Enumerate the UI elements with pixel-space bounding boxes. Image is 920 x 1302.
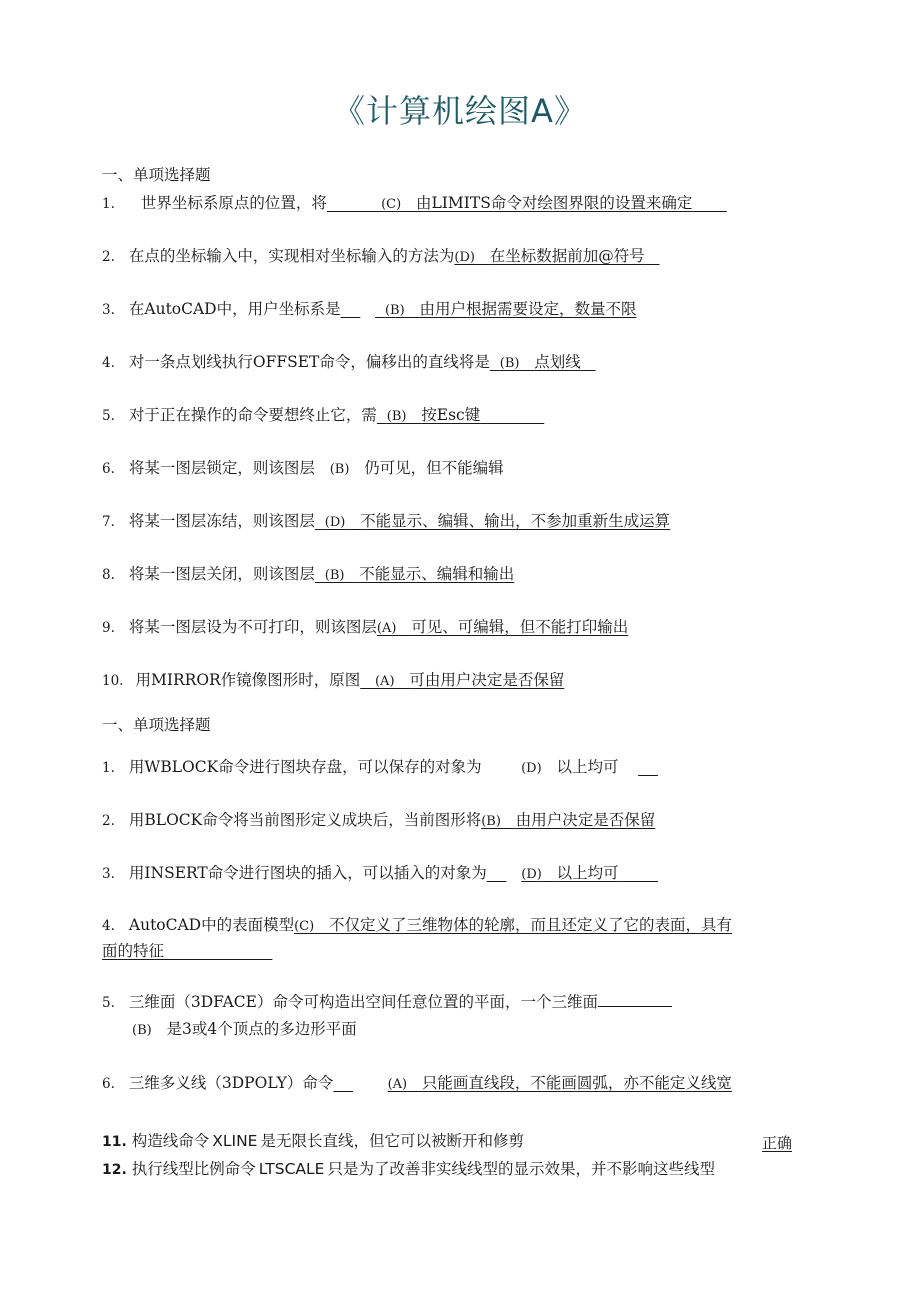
question-row [102, 990, 672, 1014]
answer-text: 由用户根据需要设定，数量不限 [419, 300, 637, 318]
question-answer [454, 247, 659, 265]
question-text: 将某一图层设为不可打印，则该图层 [128, 618, 377, 636]
answer-continuation: 面的特征 [102, 942, 165, 960]
answer-option: (B) [132, 1023, 152, 1038]
question-number: 3. [102, 302, 115, 318]
answer-text: 以上均可 [556, 758, 619, 776]
question-answer [377, 406, 544, 424]
question-number: 2. [102, 813, 115, 829]
answer-option: (D) [324, 515, 346, 530]
question-text: 将某一图层冻结，则该图层 [128, 512, 315, 530]
question-number: 6. [102, 461, 115, 477]
question-number: 10. [102, 673, 124, 689]
answer-text: 按Esc键 [421, 406, 481, 424]
question-text: 世界坐标系原点的位置，将 [140, 194, 327, 212]
question-answer [521, 864, 658, 882]
question-number: 8. [102, 567, 115, 583]
question-text: 将某一图层锁定，则该图层 [128, 459, 315, 477]
tf-text-a: 执行线型比例命令 [131, 1160, 256, 1178]
question-number: 1. [102, 196, 115, 212]
question-text: 对于正在操作的命令要想终止它，需 [128, 406, 377, 424]
tf-number: 12. [102, 1162, 127, 1178]
answer-text: 仍可见，但不能编辑 [364, 459, 504, 477]
answer-option: (A) [387, 1077, 408, 1092]
question-row [102, 1072, 732, 1096]
question-row [102, 914, 732, 938]
question-row [102, 756, 658, 780]
question-number: 1. [102, 760, 115, 776]
question-answer [388, 1074, 732, 1092]
tf-row [102, 1130, 524, 1153]
answer-text: 由用户决定是否保留 [515, 811, 656, 829]
question-row [102, 298, 636, 322]
question-text: 在AutoCAD中，用户坐标系是 [128, 300, 341, 318]
question-text: 对一条点划线执行OFFSET命令，偏移出的直线将是 [128, 353, 490, 371]
answer-option: (D) [521, 761, 542, 776]
question-row [102, 862, 658, 886]
tf-row [102, 1158, 715, 1181]
question-answer [377, 618, 628, 636]
answer-text: 点划线 [534, 353, 581, 371]
section-heading-1: 一、单项选择题 [102, 166, 211, 184]
question-answer [327, 194, 727, 212]
question-text: 三维多义线（3DPOLY）命令 [128, 1074, 334, 1092]
question-answer [315, 565, 514, 583]
question-number: 5. [102, 995, 115, 1011]
tf-text-b: 只是为了改善非实线线型的显示效果，并不影响这些线型 [327, 1160, 715, 1178]
page-title: 《计算机绘图A》 [333, 92, 587, 130]
question-row [102, 563, 514, 587]
answer-option: (B) [481, 814, 501, 829]
question-text: 用BLOCK命令将当前图形定义成块后，当前图形将 [128, 811, 482, 829]
question-answer [294, 916, 732, 934]
question-text: 三维面（3DFACE）命令可构造出空间任意位置的平面，一个三维面 [128, 993, 598, 1011]
answer-text: 在坐标数据前加@符号 [489, 247, 645, 265]
question-answer [375, 300, 636, 318]
answer-option: (D) [454, 250, 475, 265]
question-answer [360, 671, 564, 689]
question-answer [490, 353, 596, 371]
answer-text: 由LIMITS命令对绘图界限的设置来确定 [415, 194, 693, 212]
question-number: 4. [102, 355, 115, 371]
question-number: 9. [102, 620, 115, 636]
question-number: 7. [102, 514, 115, 530]
answer-text: 不能显示、编辑和输出 [359, 565, 515, 583]
answer-option: (C) [381, 197, 402, 212]
answer-option: (B) [386, 409, 407, 424]
question-text: 将某一图层关闭，则该图层 [128, 565, 315, 583]
tf-answer: 正确 [762, 1134, 793, 1152]
tf-keyword: XLINE [212, 1132, 258, 1150]
tf-text-a: 构造线命令 [131, 1132, 210, 1150]
question-row [102, 616, 628, 640]
answer-text: 不能显示、编辑、输出，不参加重新生成运算 [360, 512, 671, 530]
answer-text: 只能画直线段，不能画圆弧，亦不能定义线宽 [421, 1074, 732, 1092]
question-number: 5. [102, 408, 115, 424]
tf-text-b: 是无限长直线，但它可以被断开和修剪 [260, 1132, 524, 1150]
question-row [102, 510, 670, 534]
tf-keyword: LTSCALE [258, 1160, 325, 1178]
section-heading-2: 一、单项选择题 [102, 716, 211, 734]
question-row [102, 457, 504, 481]
question-number: 2. [102, 249, 115, 265]
question-row [102, 669, 564, 693]
answer-option: (B) [384, 303, 405, 318]
question-number: 6. [102, 1076, 115, 1092]
answer-text: 可由用户决定是否保留 [409, 671, 565, 689]
question-number: 4. [102, 918, 115, 934]
answer-option: (B) [499, 356, 520, 371]
question-row [102, 351, 596, 375]
question-row [102, 245, 660, 269]
answer-option: (B) [324, 568, 345, 583]
question-text: 用WBLOCK命令进行图块存盘，可以保存的对象为 [128, 758, 482, 776]
answer-option: (A) [374, 674, 395, 689]
answer-text: 以上均可 [556, 864, 619, 882]
question-number: 3. [102, 866, 115, 882]
question-text: 用MIRROR作镜像图形时，原图 [135, 671, 361, 689]
question-row [102, 404, 544, 428]
answer-option: (D) [521, 867, 542, 882]
question-row-continuation [132, 1018, 357, 1042]
answer-option: (A) [376, 621, 397, 636]
question-row [102, 809, 655, 833]
answer-text: 是3或4个顶点的多边形平面 [166, 1020, 357, 1038]
question-answer [315, 512, 670, 530]
answer-text: 不仅定义了三维物体的轮廓，而且还定义了它的表面，具有 [328, 916, 732, 934]
question-row-continuation [102, 940, 272, 962]
answer-text: 可见、可编辑，但不能打印输出 [411, 618, 629, 636]
question-row [102, 192, 727, 216]
answer-option: (B) [329, 462, 350, 477]
question-text: 在点的坐标输入中，实现相对坐标输入的方法为 [128, 247, 455, 265]
question-text: 用INSERT命令进行图块的插入，可以插入的对象为 [128, 864, 487, 882]
tf-number: 11. [102, 1134, 127, 1150]
question-answer [481, 811, 655, 829]
question-text: AutoCAD中的表面模型 [128, 916, 295, 934]
answer-option: (C) [294, 919, 315, 934]
